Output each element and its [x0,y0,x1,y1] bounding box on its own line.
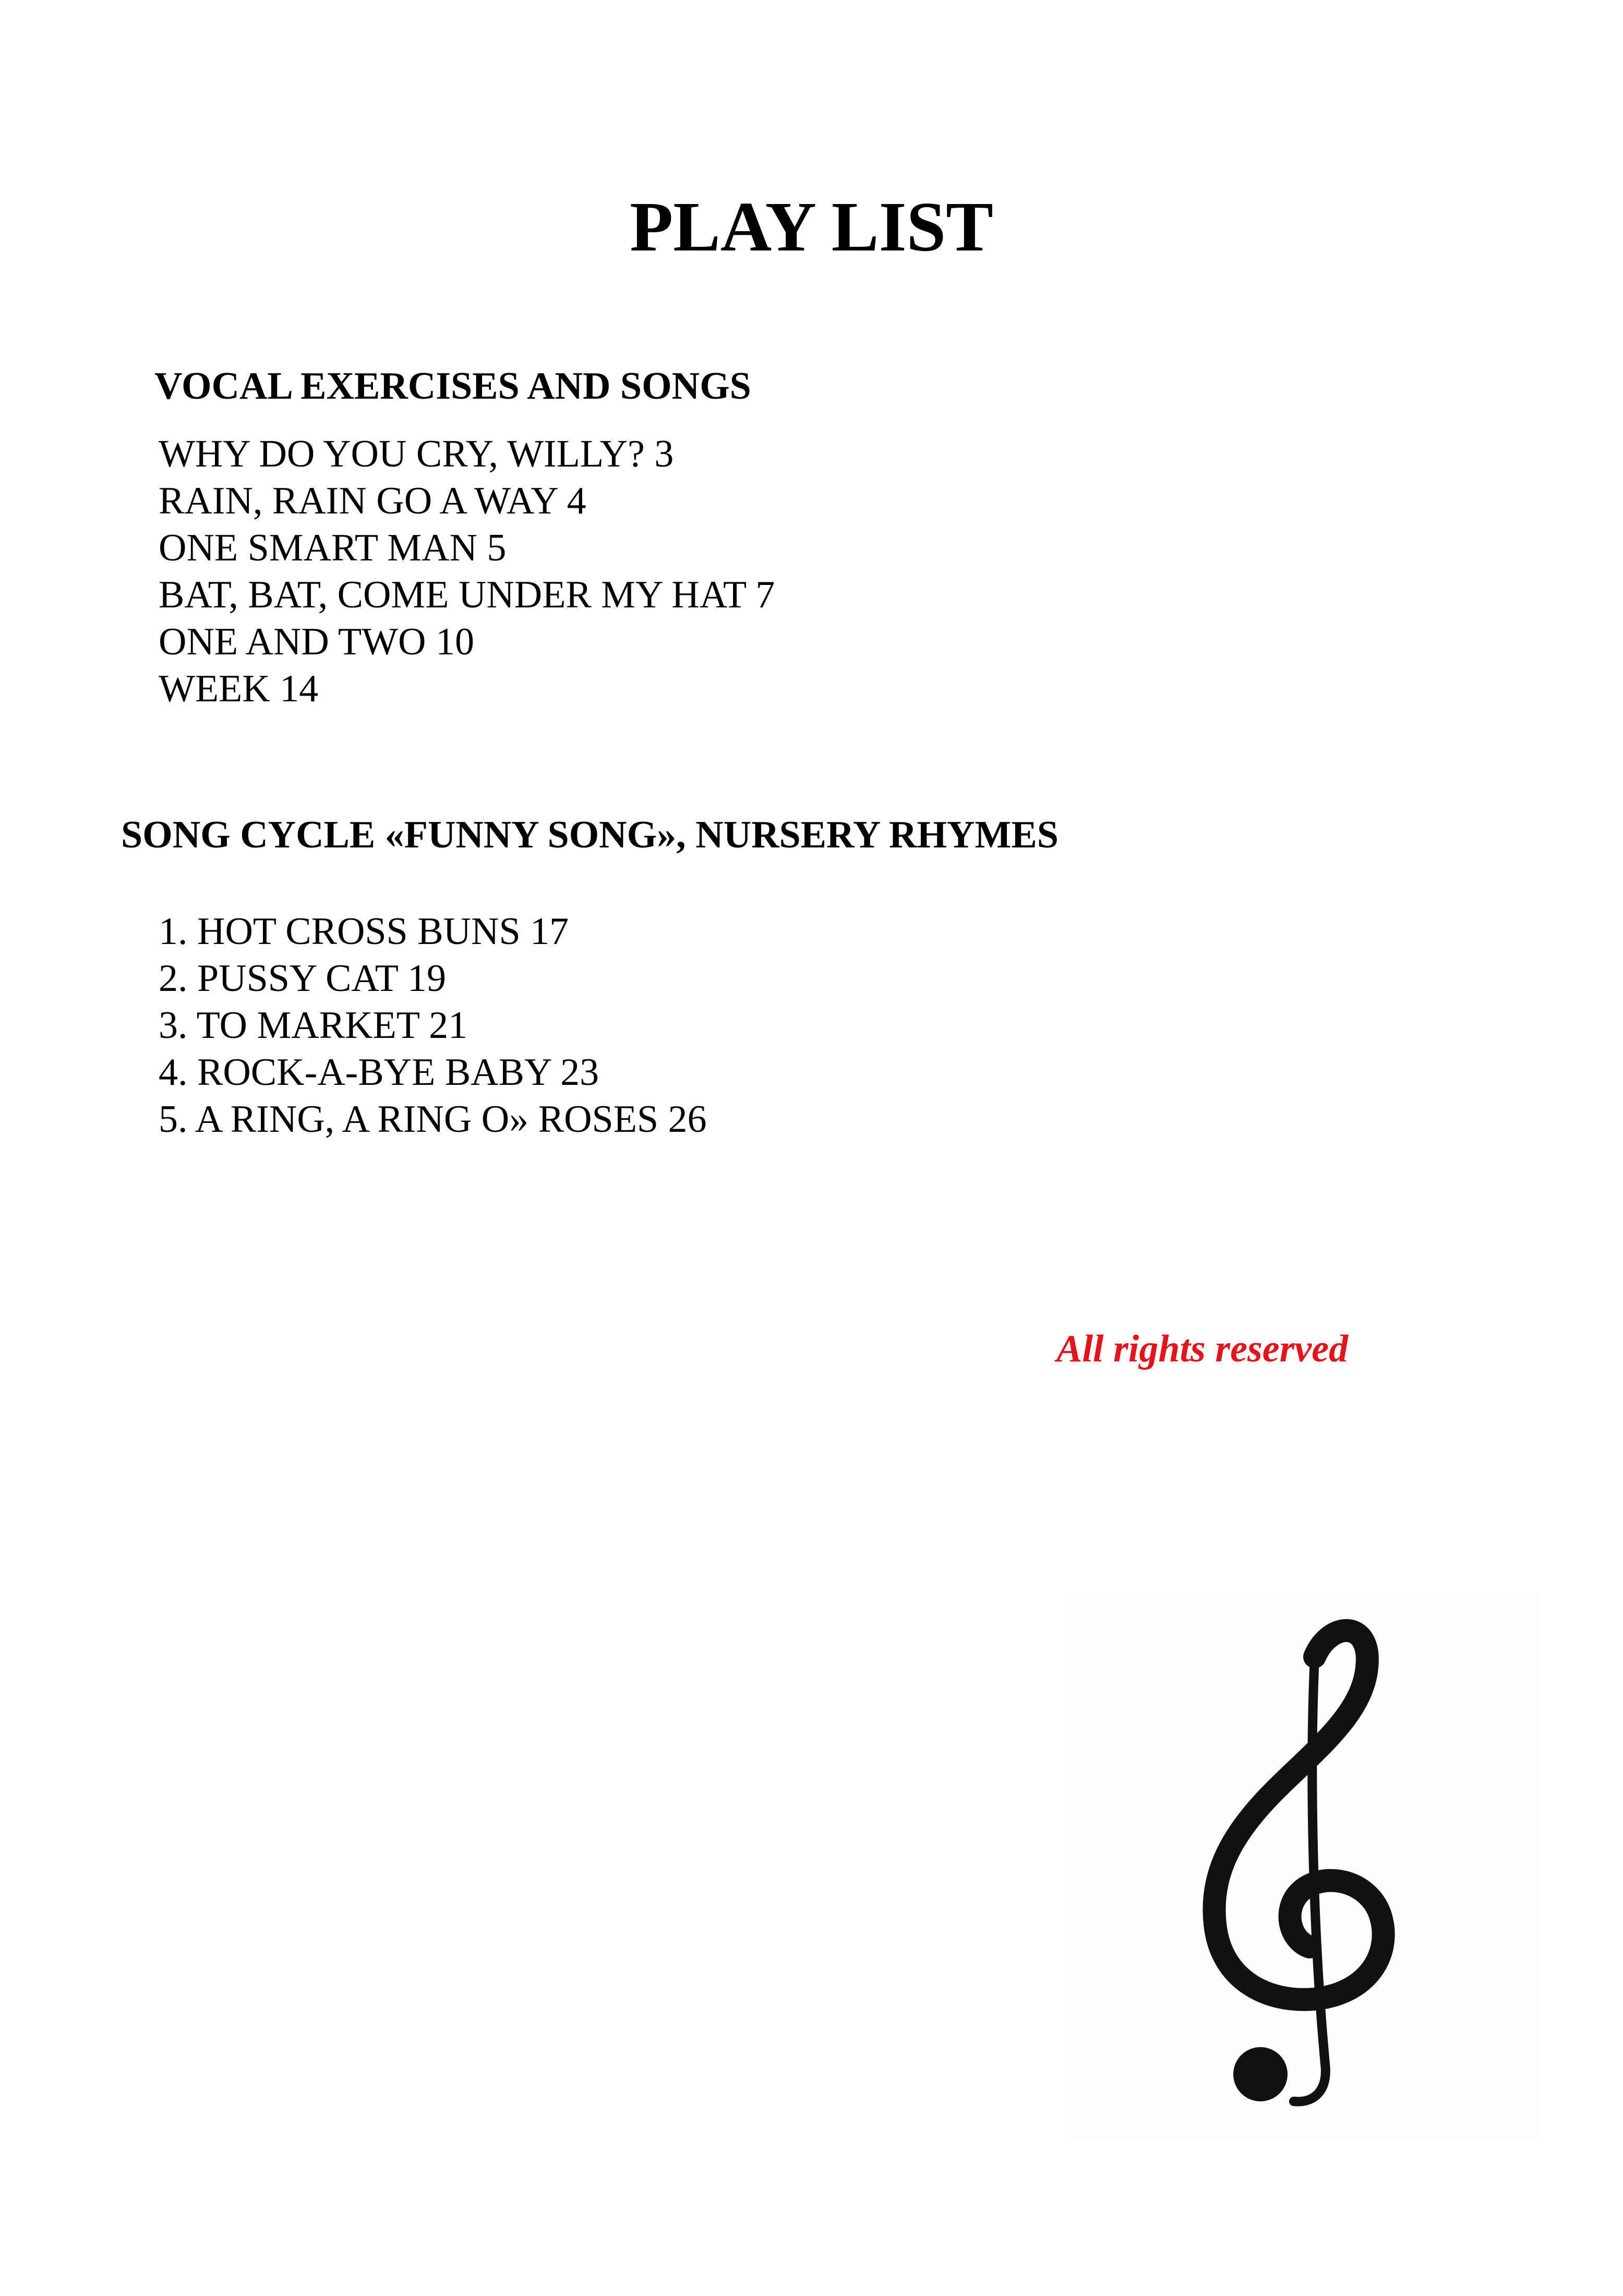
song-cycle-list [159,908,707,1143]
treble-clef-image [1069,1592,1539,2139]
treble-clef-icon [1158,1615,1450,2116]
copyright-notice: All rights reserved [1056,1328,1349,1370]
list-item: RAIN, RAIN GO A WAY 4 [159,480,586,522]
list-item: WHY DO YOU CRY, WILLY? 3 [159,433,674,475]
list-item: 5. A RING, A RING O» ROSES 26 [159,1098,707,1141]
vocal-section-heading: VOCAL EXERCISES AND SONGS [154,365,751,408]
list-item: 4. ROCK-A-BYE BABY 23 [159,1051,599,1094]
list-item: ONE SMART MAN 5 [159,527,507,569]
list-item: BAT, BAT, COME UNDER MY HAT 7 [159,573,775,616]
list-item: 1. HOT CROSS BUNS 17 [159,910,569,953]
list-item: ONE AND TWO 10 [159,620,474,663]
list-item: 2. PUSSY CAT 19 [159,957,447,1000]
song-cycle-heading: SONG CYCLE «FUNNY SONG», NURSERY RHYMES [121,814,1059,856]
page-title: PLAY LIST [630,188,993,266]
vocal-song-list [159,430,775,712]
list-item: WEEK 14 [159,667,319,710]
list-item: 3. TO MARKET 21 [159,1004,468,1047]
